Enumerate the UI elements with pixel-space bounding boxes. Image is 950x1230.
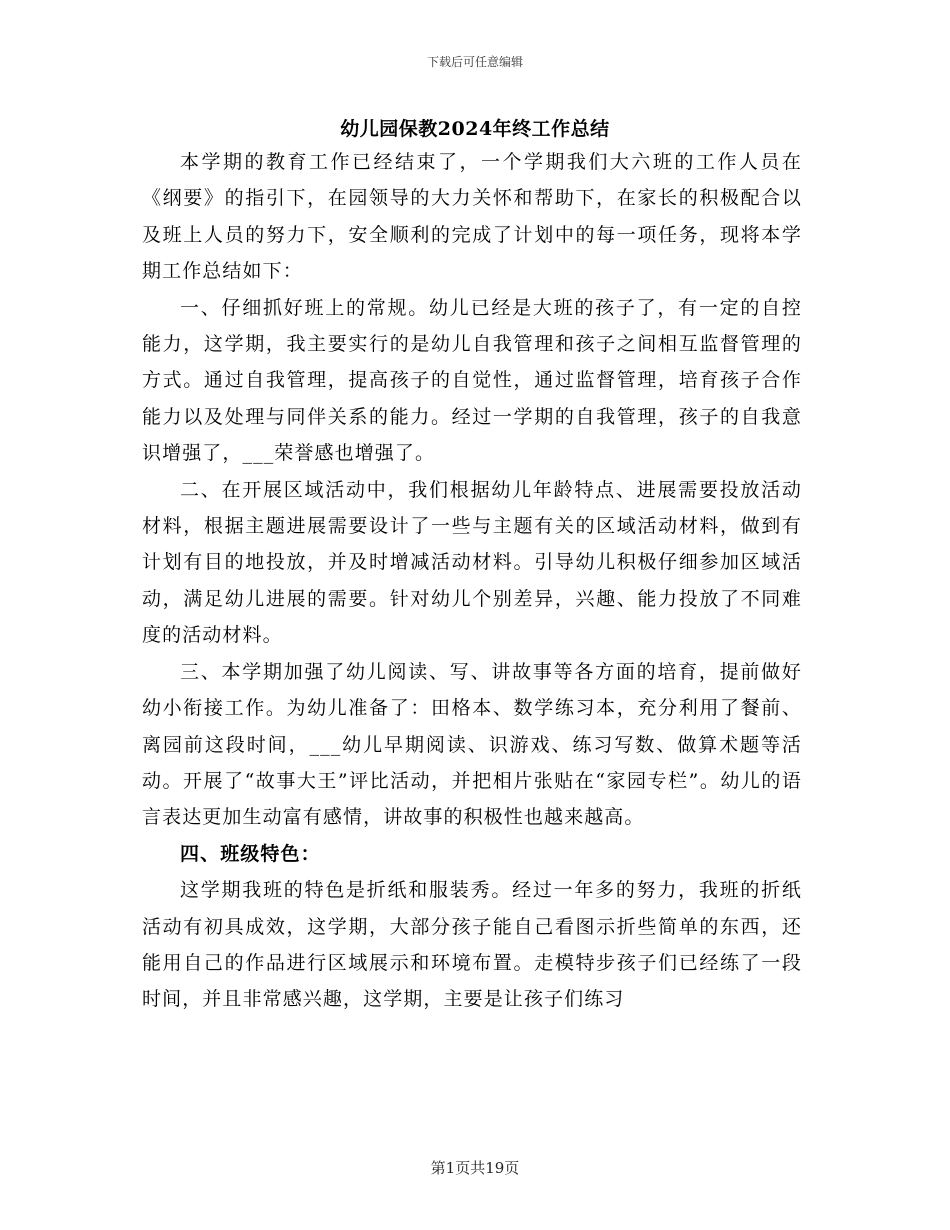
section-two-paragraph: 二、在开展区域活动中，我们根据幼儿年龄特点、进展需要投放活动材料，根据主题进展需要设计了一些与主题有关的区域活动材料，做到有计划有目的地投放，并及时增减活动材料。引导幼儿积极仔细参加区域活动，满足幼儿进展的需要。针对幼儿个别差异，兴趣、能力投放了不同难度的活动材料。: [142, 478, 802, 647]
page-number: 第1页共19页: [430, 1159, 520, 1177]
header-note: 下载后可任意编辑: [426, 55, 523, 69]
section-one-paragraph: 一、仔细抓好班上的常规。幼儿已经是大班的孩子了，有一定的自控能力，这学期，我主要实行的是幼儿自我管理和孩子之间相互监督管理的方式。通过自我管理，提高孩子的自觉性，通过监督管理，培育孩子合作能力以及处理与同伴关系的能力。经过一学期的自我管理，孩子的自我意识增强了，___荣誉感也增强了。: [142, 296, 802, 465]
section-three-paragraph: 三、本学期加强了幼儿阅读、写、讲故事等各方面的培育，提前做好幼小衔接工作。为幼儿准备了：田格本、数学练习本，充分利用了餐前、离园前这段时间，___幼儿早期阅读、识游戏、练习写数、做算术题等活动。开展了“故事大王”评比活动，并把相片张贴在“家园专栏”。幼儿的语言表达更加生动富有感情，讲故事的积极性也越来越高。: [142, 660, 802, 829]
section-four-heading: 四、班级特色：: [180, 842, 321, 865]
document-title: 幼儿园保教2024年终工作总结: [340, 118, 610, 140]
section-four-paragraph: 这学期我班的特色是折纸和服装秀。经过一年多的努力，我班的折纸活动有初具成效，这学期，大部分孩子能自己看图示折些简单的东西，还能用自己的作品进行区域展示和环境布置。走模特步孩子们已经练了一段时间，并且非常感兴趣，这学期，主要是让孩子们练习: [142, 879, 802, 1011]
document-body: [142, 144, 802, 1018]
intro-paragraph: 本学期的教育工作已经结束了，一个学期我们大六班的工作人员在《纲要》的指引下，在园领导的大力关怀和帮助下，在家长的积极配合以及班上人员的努力下，安全顺利的完成了计划中的每一项任务，现将本学期工作总结如下：: [142, 151, 802, 283]
